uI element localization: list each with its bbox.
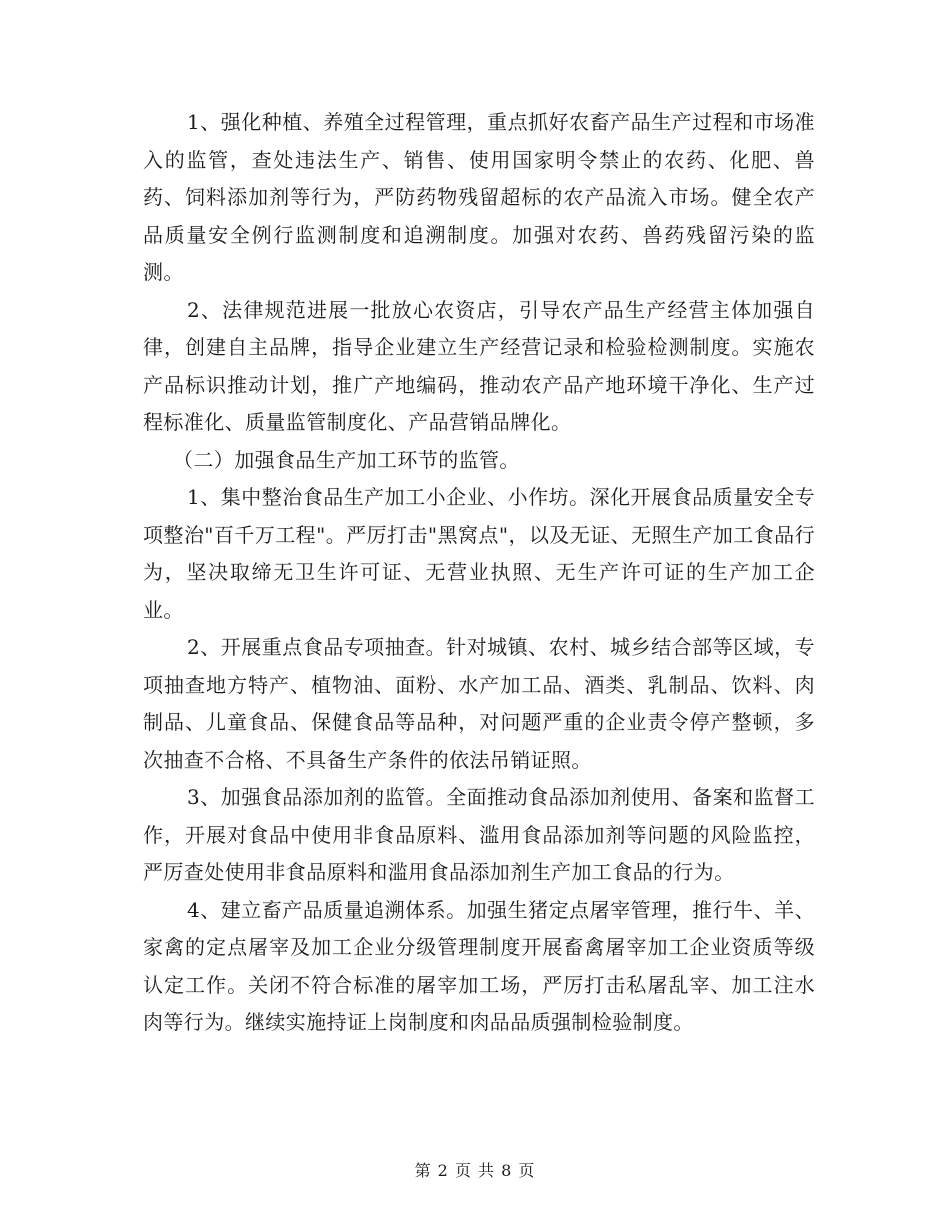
section-heading: （二）加强食品生产加工环节的监管。 xyxy=(173,447,520,472)
paragraph-item-2: 2、法律规范进展一批放心农资店，引导农产品生产经营主体加强自律，创建自主品牌，指导企业建立生产经营记录和检验检测制度。实施农产品标识推动计划，推广产地编码，推动农产品产地环境干净化、生产过程标准化、质量监管制度化、产品营销品牌化。 xyxy=(143,297,815,434)
document-body xyxy=(143,104,815,1042)
paragraph-item-6: 4、建立畜产品质量追溯体系。加强生猪定点屠宰管理，推行牛、羊、家禽的定点屠宰及加工企业分级管理制度开展畜禽屠宰加工企业资质等级认定工作。关闭不符合标准的屠宰加工场，严厉打击私屠乱宰、加工注水肉等行为。继续实施持证上岗制度和肉品品质强制检验制度。 xyxy=(143,897,815,1034)
paragraph-item-4: 2、开展重点食品专项抽查。针对城镇、农村、城乡结合部等区域，专项抽查地方特产、植物油、面粉、水产加工品、酒类、乳制品、饮料、肉制品、儿童食品、保健食品等品种，对问题严重的企业责令停产整顿，多次抽查不合格、不具备生产条件的依法吊销证照。 xyxy=(143,635,815,772)
paragraph-item-1: 1、强化种植、养殖全过程管理，重点抓好农畜产品生产过程和市场准入的监管，查处违法生产、销售、使用国家明令禁止的农药、化肥、兽药、饲料添加剂等行为，严防药物残留超标的农产品流入市场。健全农产品质量安全例行监测制度和追溯制度。加强对农药、兽药残留污染的监测。 xyxy=(143,110,815,284)
paragraph-item-3: 1、集中整治食品生产加工小企业、小作坊。深化开展食品质量安全专项整治"百千万工程"。严厉打击"黑窝点"，以及无证、无照生产加工食品行为，坚决取缔无卫生许可证、无营业执照、无生产许可证的生产加工企业。 xyxy=(143,485,815,622)
paragraph-item-5: 3、加强食品添加剂的监管。全面推动食品添加剂使用、备案和监督工作，开展对食品中使用非食品原料、滥用食品添加剂等问题的风险监控，严厉查处使用非食品原料和滥用食品添加剂生产加工食品的行为。 xyxy=(143,785,815,884)
page-number-footer: 第 2 页 共 8 页 xyxy=(414,1161,536,1180)
